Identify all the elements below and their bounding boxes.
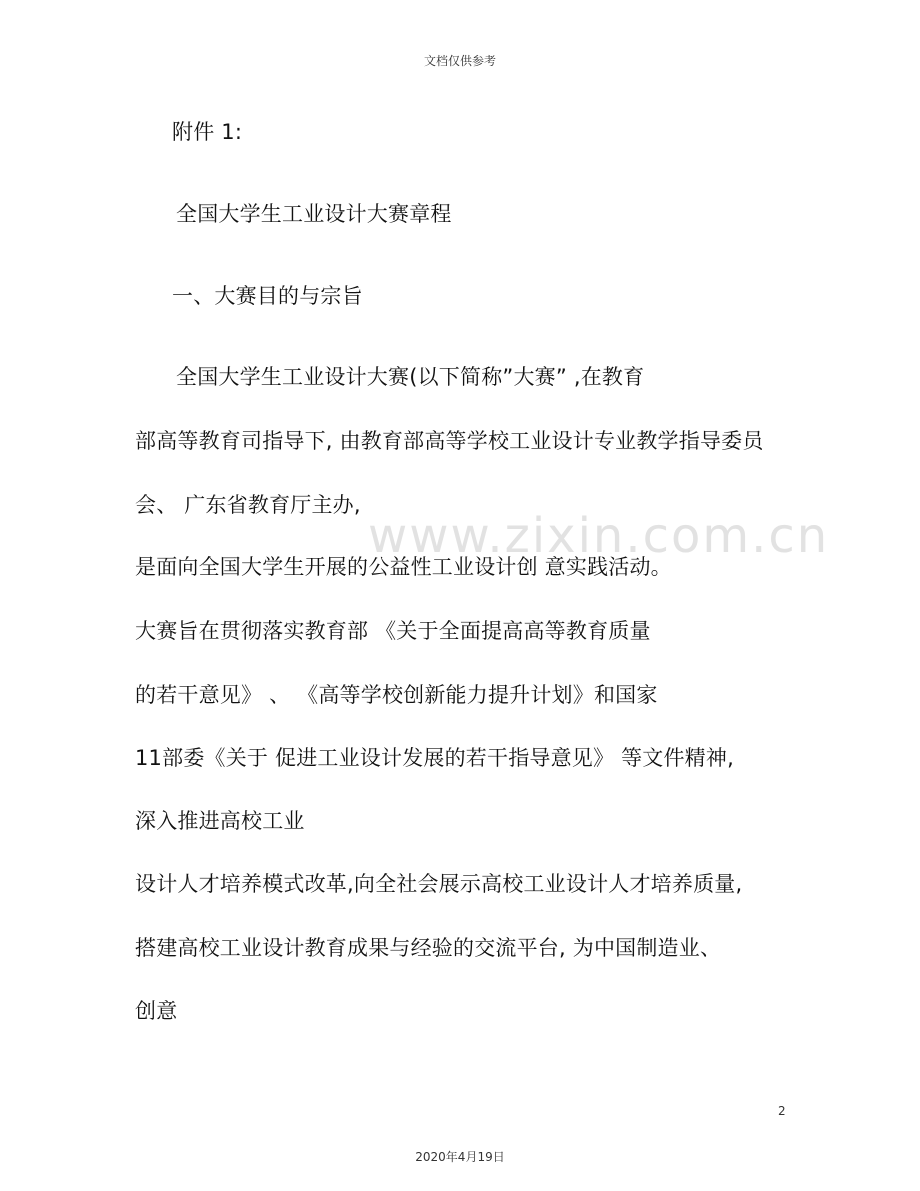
paragraph-line: 会、 广东省教育厅主办, bbox=[135, 493, 361, 517]
paragraph-line: 大赛旨在贯彻落实教育部 《关于全面提高高等教育质量 bbox=[135, 619, 651, 643]
paragraph-line: 是面向全国大学生开展的公益性工业设计创 意实践活动。 bbox=[135, 555, 672, 579]
paragraph-line: 部高等教育司指导下, 由教育部高等学校工业设计专业教学指导委员 bbox=[135, 429, 764, 453]
attachment-label: 附件 1: bbox=[172, 120, 243, 144]
paragraph-line: 的若干意见》 、 《高等学校创新能力提升计划》和国家 bbox=[135, 683, 658, 707]
paragraph-line: 全国大学生工业设计大赛(以下简称”大赛” ,在教育 bbox=[176, 365, 645, 389]
watermark: www.zixin.com.cn bbox=[368, 508, 830, 564]
paragraph-line: 11部委《关于 促进工业设计发展的若干指导意见》 等文件精神, bbox=[135, 746, 734, 770]
paragraph-line: 深入推进高校工业 bbox=[135, 809, 305, 833]
paragraph-line: 设计人才培养模式改革,向全社会展示高校工业设计人才培养质量, bbox=[135, 872, 743, 896]
section-heading: 一、大赛目的与宗旨 bbox=[172, 284, 363, 308]
paragraph-line: 搭建高校工业设计教育成果与经验的交流平台, 为中国制造业、 bbox=[135, 936, 722, 960]
page-number: 2 bbox=[778, 1104, 786, 1118]
footer-date: 2020年4月19日 bbox=[415, 1150, 505, 1164]
paragraph-line: 创意 bbox=[135, 999, 178, 1023]
document-title: 全国大学生工业设计大赛章程 bbox=[176, 202, 452, 226]
page-header: 文档仅供参考 bbox=[423, 54, 496, 68]
